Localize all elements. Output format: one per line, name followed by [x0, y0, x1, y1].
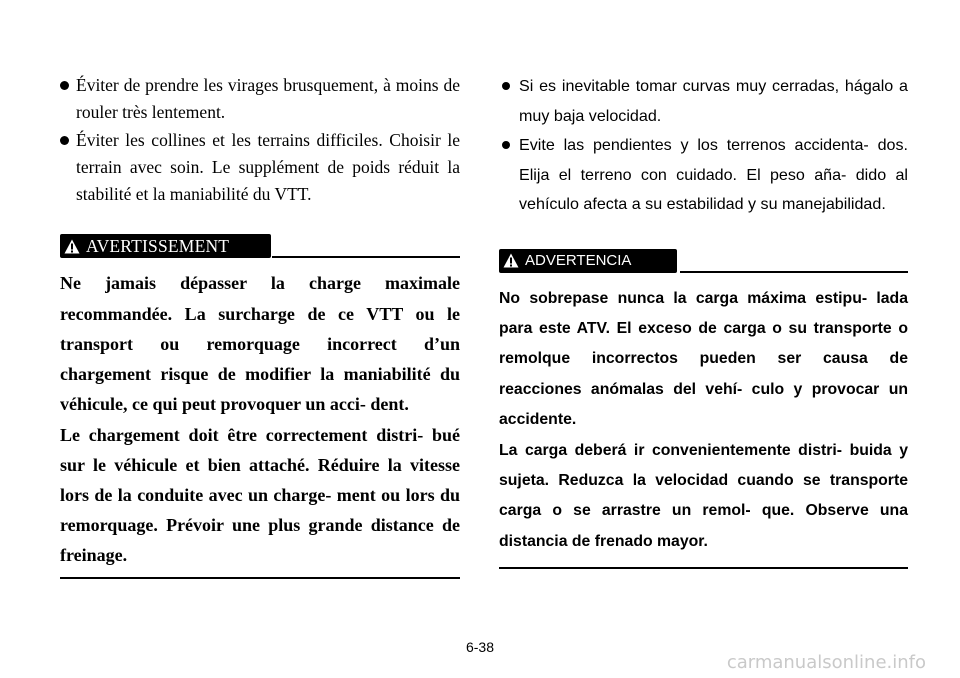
- list-item: [499, 131, 908, 220]
- warning-body: [499, 284, 908, 558]
- warning-header: [499, 249, 908, 273]
- bullet-text: Si es inevitable tomar curvas muy cerradas, hágalo a muy baja velocidad.: [519, 77, 908, 125]
- bullet-text: Evite las pendientes y los terrenos accidenta- dos. Elija el terreno con cuidado. El peso aña- dido al vehículo afecta a su estabilidad y su manejabilidad.: [519, 136, 908, 213]
- french-column: [60, 72, 460, 579]
- bullet-icon: [502, 82, 510, 90]
- warning-paragraph: La carga deberá ir convenientemente distri- buida y sujeta. Reduzca la velocidad cuando se transporte carga o se arrastre un remol- que. Observe una distancia de frenado mayor.: [499, 441, 908, 550]
- list-item: [499, 72, 908, 131]
- warning-paragraph: No sobrepase nunca la carga máxima estipu- lada para este ATV. El exceso de carga o su transporte o remolque incorrectos pueden ser causa de reacciones anómalas del vehí- culo y provocar un accidente.: [499, 289, 908, 429]
- bullet-icon: [60, 81, 69, 90]
- warning-triangle-icon: [503, 253, 519, 268]
- warning-badge: [499, 249, 677, 273]
- page-number: 6-38: [465, 639, 495, 655]
- warning-header-rule: [272, 256, 460, 258]
- warning-paragraph: Le chargement doit être correctement distri- bué sur le véhicule et bien attaché. Réduire la vitesse lors de la conduite avec un charge- ment ou lors du remorquage. Prévoir une plus grande distance de freinage.: [60, 424, 460, 566]
- bullet-text: Éviter les collines et les terrains difficiles. Choisir le terrain avec soin. Le supplément de poids réduit la stabilité et la maniabilité du VTT.: [76, 129, 460, 205]
- warning-paragraph: Ne jamais dépasser la charge maximale recommandée. La surcharge de ce VTT ou le transport ou remorquage incorrect d’un chargement risque de modifier la maniabilité du véhicule, ce qui peut provoquer un acci- dent.: [60, 273, 460, 415]
- bullet-text: Éviter de prendre les virages brusquement, à moins de rouler très lentement.: [76, 75, 460, 123]
- bullet-icon: [502, 141, 510, 149]
- warning-header: [60, 234, 460, 258]
- warning-label: ADVERTENCIA: [525, 251, 632, 269]
- watermark: carmanualsonline.info: [726, 652, 926, 673]
- warning-label: AVERTISSEMENT: [86, 235, 230, 256]
- list-item: [60, 72, 460, 127]
- warning-body: [60, 268, 460, 570]
- warning-end-rule: [60, 577, 460, 579]
- bullet-icon: [60, 136, 69, 145]
- warning-header-rule: [680, 271, 908, 273]
- warning-triangle-icon: [64, 239, 80, 254]
- list-item: [60, 127, 460, 209]
- warning-end-rule: [499, 567, 908, 569]
- warning-badge: [60, 234, 271, 258]
- spanish-column: [499, 72, 908, 569]
